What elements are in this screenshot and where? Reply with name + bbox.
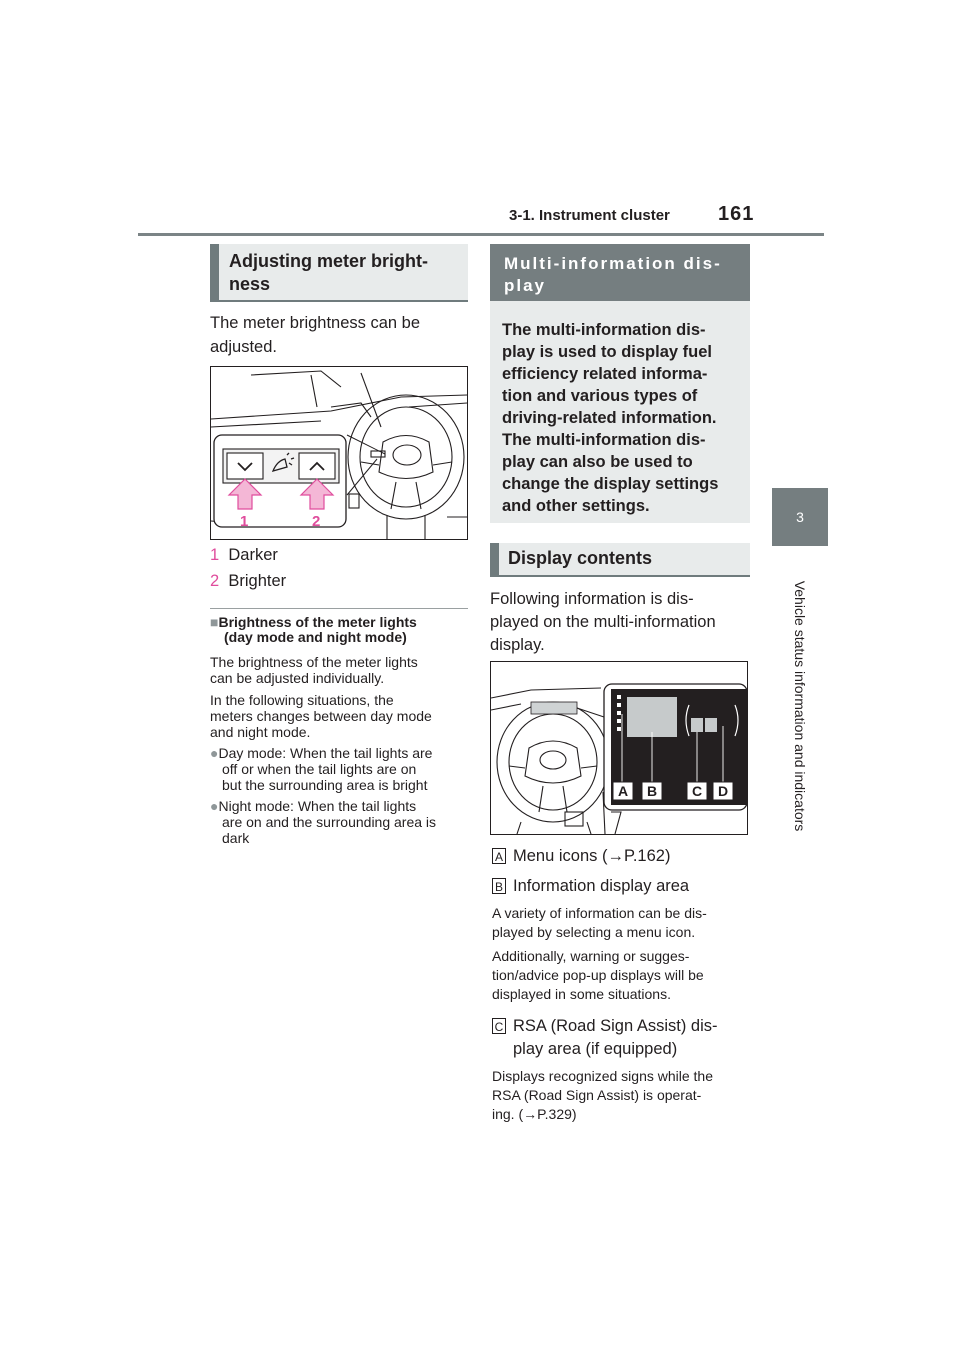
heading-multi-info-display: Multi-information dis- play xyxy=(490,244,750,301)
section-title: 3-1. Instrument cluster xyxy=(509,207,670,224)
chapter-number: 3 xyxy=(796,509,804,525)
text-line: (day mode and night mode) xyxy=(224,629,407,645)
page-number: 161 xyxy=(718,203,755,225)
chapter-title: Vehicle status information and indicators xyxy=(792,580,808,832)
circle-bullet-icon: ● xyxy=(210,745,219,761)
item-text: Darker xyxy=(228,546,278,564)
heading-line: Adjusting meter bright- xyxy=(229,251,428,271)
item-number: 2 xyxy=(210,572,220,590)
brightness-figure xyxy=(210,366,468,540)
figure-label-D: D xyxy=(717,783,729,799)
figure-label-A: A xyxy=(617,783,629,799)
lettered-list xyxy=(492,845,754,1124)
square-bullet-icon: ■ xyxy=(210,614,219,630)
bullet-item: ●Day mode: When the tail lights are off or when the tail lights are on but the surrounding area is bright xyxy=(210,745,433,793)
list-item xyxy=(492,1015,754,1061)
figure-label-B: B xyxy=(646,783,658,799)
item-text: Brighter xyxy=(228,572,287,590)
heading-meter-brightness xyxy=(210,244,468,302)
item-title: Information display area xyxy=(513,877,690,895)
list-item xyxy=(492,875,754,901)
circle-bullet-icon: ● xyxy=(210,798,219,814)
figure-label-2: 2 xyxy=(312,513,321,530)
text-line: ■Brightness of the meter lights xyxy=(210,614,417,630)
multi-info-intro: The multi-information dis- play is used to display fuel efficiency related informa- tion and various types of driving-related information. The multi-information dis- play can also be used to change the display settings and other settings. xyxy=(490,301,750,523)
item-description: Displays recognized signs while the RSA (Road Sign Assist) is operat- ing. (→P.329) xyxy=(492,1068,713,1122)
item-title: Menu icons (→P.162) xyxy=(513,847,671,865)
header-rule xyxy=(138,233,824,236)
heading-line: ness xyxy=(229,274,271,294)
multi-info-figure xyxy=(490,661,748,835)
item-number: 1 xyxy=(210,546,220,564)
contents-intro: Following information is dis- played on the multi-information display. xyxy=(490,590,716,654)
figure-label-1: 1 xyxy=(240,513,249,530)
display-area-d xyxy=(705,718,717,732)
subsection-body xyxy=(210,654,470,846)
subsection-title xyxy=(210,615,468,645)
brightness-intro xyxy=(210,311,470,359)
cockpit-illustration xyxy=(491,662,747,834)
info-display-area xyxy=(627,697,677,737)
list-item xyxy=(210,570,470,596)
heading-display-contents: Display contents xyxy=(490,543,750,577)
chapter-tab xyxy=(772,488,828,546)
numbered-list xyxy=(210,544,470,596)
item-label: B xyxy=(492,878,506,894)
item-label: A xyxy=(492,848,506,864)
list-item xyxy=(210,544,470,570)
text-line: adjusted. xyxy=(210,338,277,356)
dashboard-illustration xyxy=(211,367,467,539)
item-title: RSA (Road Sign Assist) dis- xyxy=(513,1017,718,1035)
paragraph: In the following situations, the meters changes between day mode and night mode. xyxy=(210,692,432,740)
paragraph: The brightness of the meter lights can be adjusted individually. xyxy=(210,654,418,686)
figure-label-C: C xyxy=(691,783,703,799)
list-item xyxy=(492,845,754,875)
subsection-rule xyxy=(210,608,468,609)
item-description: A variety of information can be dis- played by selecting a menu icon. Additionally, warning or sugges- tion/advice pop-up displays will be displayed in some situations. xyxy=(492,905,707,1002)
text-line: The meter brightness can be xyxy=(210,314,421,332)
item-title: play area (if equipped) xyxy=(513,1040,678,1058)
item-label: C xyxy=(492,1018,506,1034)
rsa-display-area xyxy=(691,718,703,732)
bullet-item: ●Night mode: When the tail lights are on and the surrounding area is dark xyxy=(210,798,437,846)
